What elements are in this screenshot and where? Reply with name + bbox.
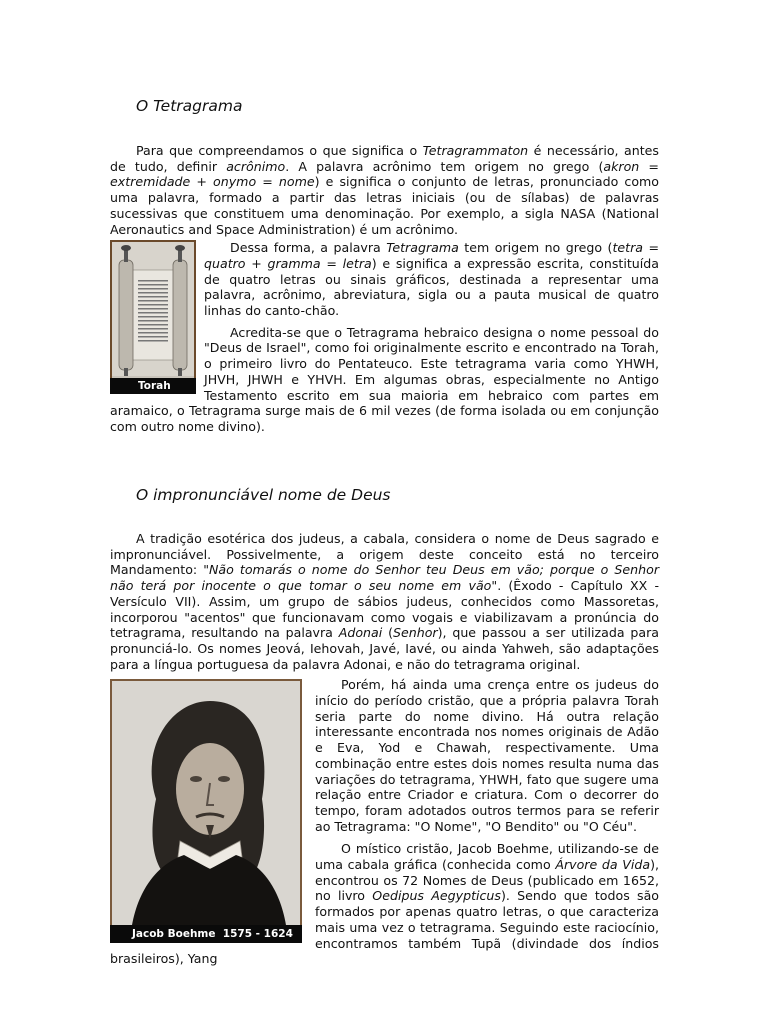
- torah-caption: Torah: [110, 378, 196, 394]
- text-run: Acredita-se que o Tetragrama hebraico designa o nome pessoal do "Deus de Israel", como foi originalmente escrito e encontrado na Torah, o primeiro livro do Pentateuco. Este tetragrama varia como YHWH, JHVH, JHWH e YHVH. Em algumas obras, especialmente no Antigo Testamento escrito em sua maioria em hebraico com partes em aramaico, o Tetragrama surge mais de 6 mil vezes (de forma isolada ou em conjunção com outro nome divino).: [110, 324, 659, 434]
- text-run: (: [382, 625, 393, 641]
- text-run: Porém, há ainda uma crença entre os judeus do início do período cristão, que a própria palavra Torah seria parte do nome divino. Há outra relação interessante encontrada nos nomes originais de Adão e Eva, Yod e Chawah, respectivamente. Uma combinação entre estes dois nomes resulta numa das variações do tetragrama, YHWH, fato que sugere uma relação entre Criador e criatura. Com o decorrer do tempo, foram adotados outros termos para se referir ao Tetragrama: "O Nome", "O Bendito" ou "O Céu".: [315, 677, 659, 834]
- text-run: ) e significa a expressão escrita, constituída de quatro letras ou sinais gráficos, destinada a representar uma palavra, acrônimo, abreviatura, sigla ou a pauta musical de quatro linhas do canto-chão.: [204, 255, 659, 319]
- italic-text-run: Árvore da Vida: [555, 857, 651, 873]
- text-run: A tradição esotérica dos judeus, a cabala, considera o nome de Deus sagrado e impronunciável. Possivelmente, a origem deste conceito está no terceiro Mandamento:: [110, 531, 659, 578]
- jacob-boehme-caption: Jacob Boehme 1575 - 1624: [110, 925, 302, 943]
- section-tetragrama-body: [110, 143, 659, 435]
- section-impronunciavel-body: [110, 531, 659, 967]
- jacob-boehme-portrait: [110, 679, 302, 943]
- text-run: Para que compreendamos o que significa o: [136, 143, 423, 158]
- italic-text-run: Tetragrammaton: [422, 143, 529, 158]
- text-run: ), encontrou os 72 Nomes de Deus (publicado em 1652, no livro: [315, 857, 659, 904]
- text-run: . (Êxodo - Capítulo XX - Versículo VII). Assim, um grupo de sábios judeus, conhecidos como Massoretas, incorporou "acentos" que funcionavam como vogais e viabilizavam a pronúncia do tetragrama, resultando na palavra: [110, 578, 659, 641]
- italic-text-run: Tetragrama: [386, 240, 459, 256]
- text-run: ). Sendo que todos são formados por apenas quatro letras, o que caracteriza mais uma vez o tetragrama. Seguindo este raciocínio, encontramos também Tupã (divindade dos índios brasileiros), Yang: [110, 888, 660, 967]
- italic-text-run: tetra = quatro + gramma = letra: [204, 240, 659, 271]
- italic-text-run: Adonai: [338, 625, 383, 641]
- italic-text-run: akron = extremidade + onymo = nome: [110, 158, 659, 190]
- text-run: ) e significa o conjunto de letras, pronunciado como uma palavra, formado a partir das letras iniciais (ou de sílabas) de palavras sucessivas que constituem uma denominação. Por exemplo, a sigla NASA (National Aeronautics and Space Administration) é um acrônimo.: [110, 174, 660, 237]
- text-run: Dessa forma, a palavra: [230, 240, 387, 256]
- torah-figure: [110, 240, 196, 394]
- paragraph-cabala: [110, 531, 659, 672]
- text-run: ), que passou a ser utilizada para pronunciá-lo. Os nomes Jeová, Iehovah, Javé, Iavé, ou ainda Yahweh, são adaptações para a língua portuguesa da palavra Adonai, e não do tetragrama original.: [110, 625, 659, 672]
- italic-text-run: "Não tomarás o nome do Senhor teu Deus em vão; porque o Senhor não terá por inocente o que tomar o seu nome em vão": [110, 562, 659, 594]
- italic-text-run: Senhor: [392, 625, 438, 641]
- text-run: . A palavra acrônimo tem origem no grego (: [285, 158, 604, 174]
- section-title-tetragrama: O Tetragrama: [136, 97, 243, 115]
- text-run: tem origem no grego (: [458, 240, 613, 256]
- text-run: O místico cristão, Jacob Boehme, utilizando-se de uma cabala gráfica (conhecida como: [315, 841, 659, 873]
- jacob-boehme-figure: [110, 679, 302, 943]
- torah-scroll-image: [110, 240, 196, 394]
- text-run: é necessário, antes de tudo, definir: [110, 143, 659, 174]
- paragraph-acronimo: [110, 143, 659, 237]
- italic-text-run: Oedipus Aegypticus: [372, 888, 501, 904]
- italic-text-run: acrônimo: [226, 158, 286, 174]
- section-title-impronunciavel: O impronunciável nome de Deus: [136, 486, 391, 504]
